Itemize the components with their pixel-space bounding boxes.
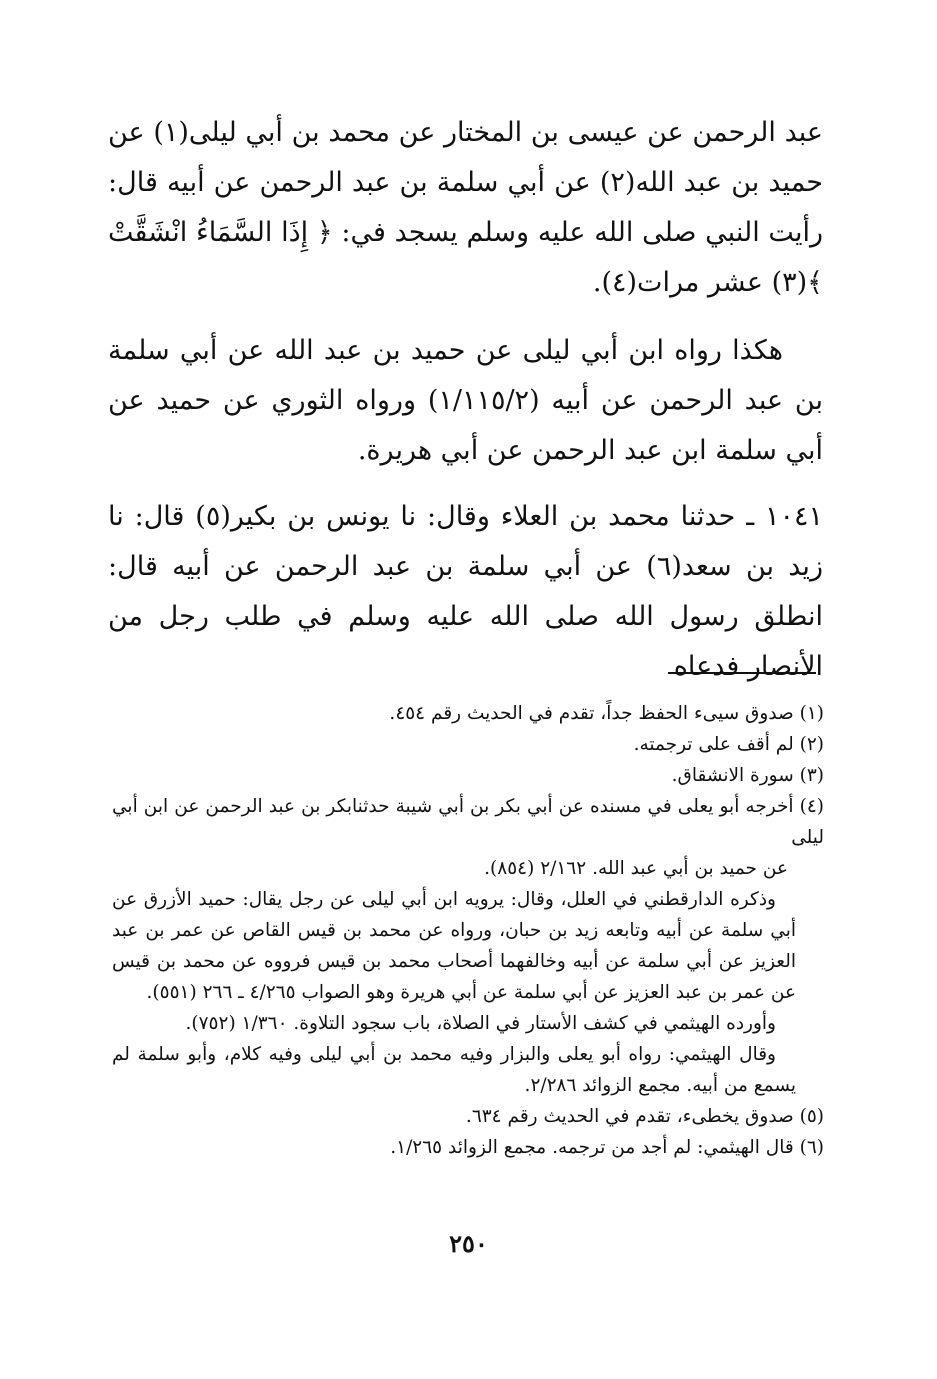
footnote-4-daraqutni: وذكره الدارقطني في العلل، وقال: يرويه ابن أبي ليلى عن رجل يقال: حميد الأزرق عن أبي سلمة عن أبيه وتابعه زيد بن حبان، ورواه عن محمد بن قيس القاص عن عمر بن عبد العزيز عن أبي سلمة عن أبيه وخالفهما أصحاب محمد بن قيس فرووه عن محمد بن قيس عن عمر بن عبد العزيز عن أبي سلمة عن أبي هريرة وهو الصواب ٤/٢٦٥ ـ ٢٦٦ (٥٥١). <box>112 889 796 1003</box>
paragraph-1: عبد الرحمن عن عيسى بن المختار عن محمد بن أبي ليلى(١) عن حميد بن عبد الله(٢) عن أبي سلمة بن عبد الرحمن عن أبيه قال: رأيت النبي صلى الله عليه وسلم يسجد في: ﴿ إِذَا السَّمَاءُ انْشَقَّتْ ﴾(٣) عشر مرات(٤). <box>108 117 823 298</box>
footnote-3: (٣) سورة الانشقاق. <box>671 765 824 786</box>
footnotes <box>112 698 824 1163</box>
footnote-4: (٤) أخرجه أبو يعلى في مسنده عن أبي بكر بن أبي شيبة حدثنابكر بن عبد الرحمن عن ابن أبي ليلى <box>112 796 824 848</box>
hadith-1041: ١٠٤١ ـ حدثنا محمد بن العلاء وقال: نا يونس بن بكير(٥) قال: نا زيد بن سعد(٦) عن أبي سلمة بن عبد الرحمن عن أبيه قال: انطلق رسول الله صلى الله عليه وسلم في طلب رجل من الأنصار فدعاه <box>108 501 823 682</box>
footnote-4-continued: عن حميد بن أبي عبد الله. ٢/١٦٢ (٨٥٤). <box>484 858 788 879</box>
main-text <box>108 108 823 692</box>
footnote-4-haythami-majma: وقال الهيثمي: رواه أبو يعلى والبزار وفيه محمد بن أبي ليلى وفيه كلام، وأبو سلمة لم يسمع من أبيه. مجمع الزوائد ٢/٢٨٦. <box>112 1044 796 1096</box>
paragraph-2: هكذا رواه ابن أبي ليلى عن حميد بن عبد الله عن أبي سلمة بن عبد الرحمن عن أبيه (١/١١٥/٢) ورواه الثوري عن حميد عن أبي سلمة ابن عبد الرحمن عن أبي هريرة. <box>108 335 823 466</box>
page-number: ٢٥٠ <box>449 1229 488 1258</box>
footnote-5: (٥) صدوق يخطىء، تقدم في الحديث رقم ٦٣٤. <box>465 1106 824 1127</box>
footnote-1: (١) صدوق سيىء الحفظ جداً، تقدم في الحديث رقم ٤٥٤. <box>389 703 824 724</box>
footnote-6: (٦) قال الهيثمي: لم أجد من ترجمه. مجمع الزوائد ١/٢٦٥. <box>390 1137 824 1158</box>
footnote-4-haythami-kashf: وأورده الهيثمي في كشف الأستار في الصلاة، باب سجود التلاوة. ١/٣٦٠ (٧٥٢). <box>185 1013 776 1034</box>
footnote-2: (٢) لم أقف على ترجمته. <box>633 734 824 755</box>
footnote-separator <box>668 672 816 674</box>
